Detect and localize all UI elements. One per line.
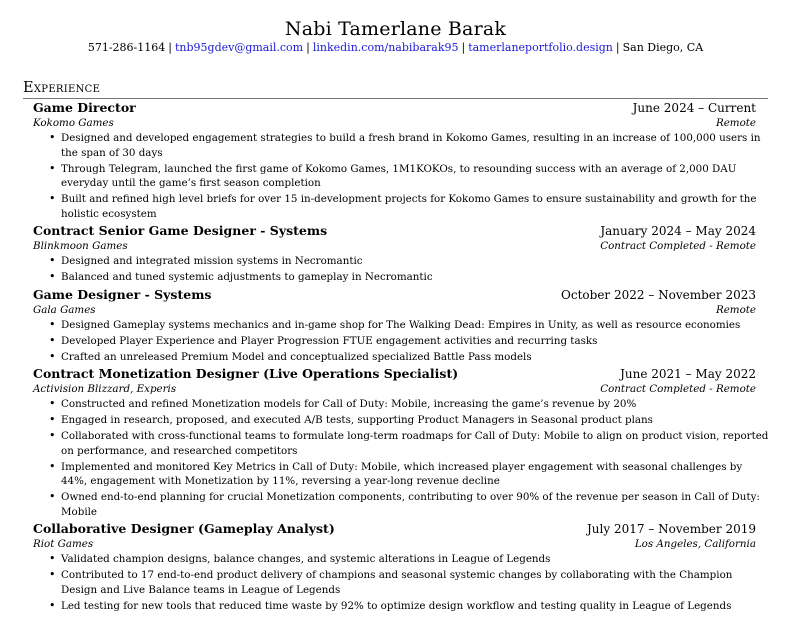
job-title: Collaborative Designer (Gameplay Analyst) [33, 521, 335, 536]
job-bullet: • Engaged in research, proposed, and executed A/B tests, supporting Product Managers in Seasonal product plans [33, 413, 769, 428]
job-location: Remote [715, 117, 756, 129]
job-bullet: • Through Telegram, launched the first game of Kokomo Games, 1M1KOKOs, to resounding success with an average of 2,000 DAU everyday until the game’s first season completion [33, 162, 769, 191]
job-subheader [33, 537, 756, 551]
job-entry [33, 521, 756, 613]
job-company: Gala Games [33, 303, 96, 316]
experience-section-title: Experience [23, 79, 768, 99]
job-dates: July 2017 – November 2019 [587, 522, 756, 536]
job-header [33, 521, 756, 537]
job-bullet: • Led testing for new tools that reduced time waste by 92% to optimize design workflow and testing quality in League of Legends [33, 599, 769, 614]
job-bullet-list [33, 552, 756, 613]
job-bullet: • Constructed and refined Monetization models for Call of Duty: Mobile, increasing the game’s revenue by 20% [33, 397, 769, 412]
job-bullet: • Developed Player Experience and Player Progression FTUE engagement activities and recurring tasks [33, 334, 769, 349]
job-bullet: • Contributed to 17 end-to-end product delivery of champions and seasonal systemic changes by collaborating with the Champion Design and Live Balance teams in League of Legends [33, 568, 769, 597]
job-dates: June 2024 – Current [632, 101, 756, 115]
job-company: Blinkmoon Games [33, 240, 128, 252]
location: San Diego, CA [622, 41, 704, 54]
job-dates: January 2024 – May 2024 [600, 224, 756, 238]
email-link[interactable]: tnb95gdev@gmail.com [174, 41, 304, 54]
job-bullet: • Validated champion designs, balance changes, and systemic alterations in League of Legends [33, 552, 769, 567]
experience-list [33, 100, 769, 615]
job-title: Game Director [33, 100, 136, 115]
separator: | [615, 41, 620, 54]
job-header [33, 223, 756, 239]
job-bullet: • Built and refined high level briefs for over 15 in-development projects for Kokomo Games to ensure sustainability and growth for the holistic ecosystem [33, 192, 769, 221]
job-company: Kokomo Games [33, 117, 114, 129]
job-title: Contract Monetization Designer (Live Operations Specialist) [33, 366, 459, 381]
job-header [33, 287, 756, 303]
job-bullet-list [33, 131, 761, 221]
job-entry [33, 287, 756, 365]
job-bullet: • Owned end-to-end planning for crucial Monetization components, contributing to over 90% of the revenue per season in Call of Duty: Mobile [33, 490, 769, 519]
job-company: Riot Games [33, 538, 94, 550]
job-subheader [33, 382, 756, 396]
job-entry [33, 100, 761, 221]
job-subheader [33, 239, 756, 253]
job-dates: October 2022 – November 2023 [561, 287, 756, 302]
job-dates: June 2021 – May 2022 [620, 367, 756, 381]
job-subheader [33, 303, 756, 317]
job-header [33, 366, 756, 382]
portfolio-link[interactable]: tamerlaneportfolio.design [468, 41, 613, 54]
job-subheader [33, 116, 756, 130]
contact-line [0, 41, 791, 54]
job-location: Contract Completed - Remote [600, 240, 756, 252]
phone-number: 571-286-1164 [87, 41, 166, 54]
job-bullet: • Designed and integrated mission systems in Necromantic [33, 254, 769, 269]
job-bullet-list [33, 254, 756, 285]
job-entry [33, 366, 769, 519]
job-bullet: • Designed and developed engagement strategies to build a fresh brand in Kokomo Games, resulting in an increase of 100,000 users in the span of 30 days [33, 131, 769, 160]
job-bullet: • Designed Gameplay systems mechanics and in-game shop for The Walking Dead: Empires in Unity, as well as resource economies [33, 318, 769, 333]
job-location: Contract Completed - Remote [600, 383, 756, 395]
job-bullet: • Balanced and tuned systemic adjustments to gameplay in Necromantic [33, 270, 769, 285]
job-bullet: • Implemented and monitored Key Metrics in Call of Duty: Mobile, which increased player engagement with seasonal challenges by 44%, engagement with Monetization by 11%, reversing a year-long revenue decline [33, 460, 769, 489]
separator: | [168, 41, 172, 54]
job-entry [33, 223, 756, 285]
job-company: Activision Blizzard, Experis [33, 383, 177, 395]
job-bullet: • Collaborated with cross-functional teams to formulate long-term roadmaps for Call of Duty: Mobile to align on product vision, reported on performance, and researched competitors [33, 429, 769, 458]
job-location: Los Angeles, California [634, 538, 756, 550]
job-header [33, 100, 756, 116]
job-title: Game Designer - Systems [33, 286, 212, 302]
job-bullet: • Crafted an unreleased Premium Model and conceptualized specialized Battle Pass models [33, 350, 769, 365]
separator: | [461, 41, 466, 54]
job-title: Contract Senior Game Designer - Systems [33, 223, 328, 238]
separator: | [306, 41, 310, 54]
job-bullet-list [33, 397, 769, 519]
job-location: Remote [715, 303, 756, 316]
job-bullet-list [33, 318, 756, 365]
linkedin-link[interactable]: linkedin.com/nabibarak95 [312, 41, 459, 54]
candidate-name: Nabi Tamerlane Barak [284, 18, 507, 40]
